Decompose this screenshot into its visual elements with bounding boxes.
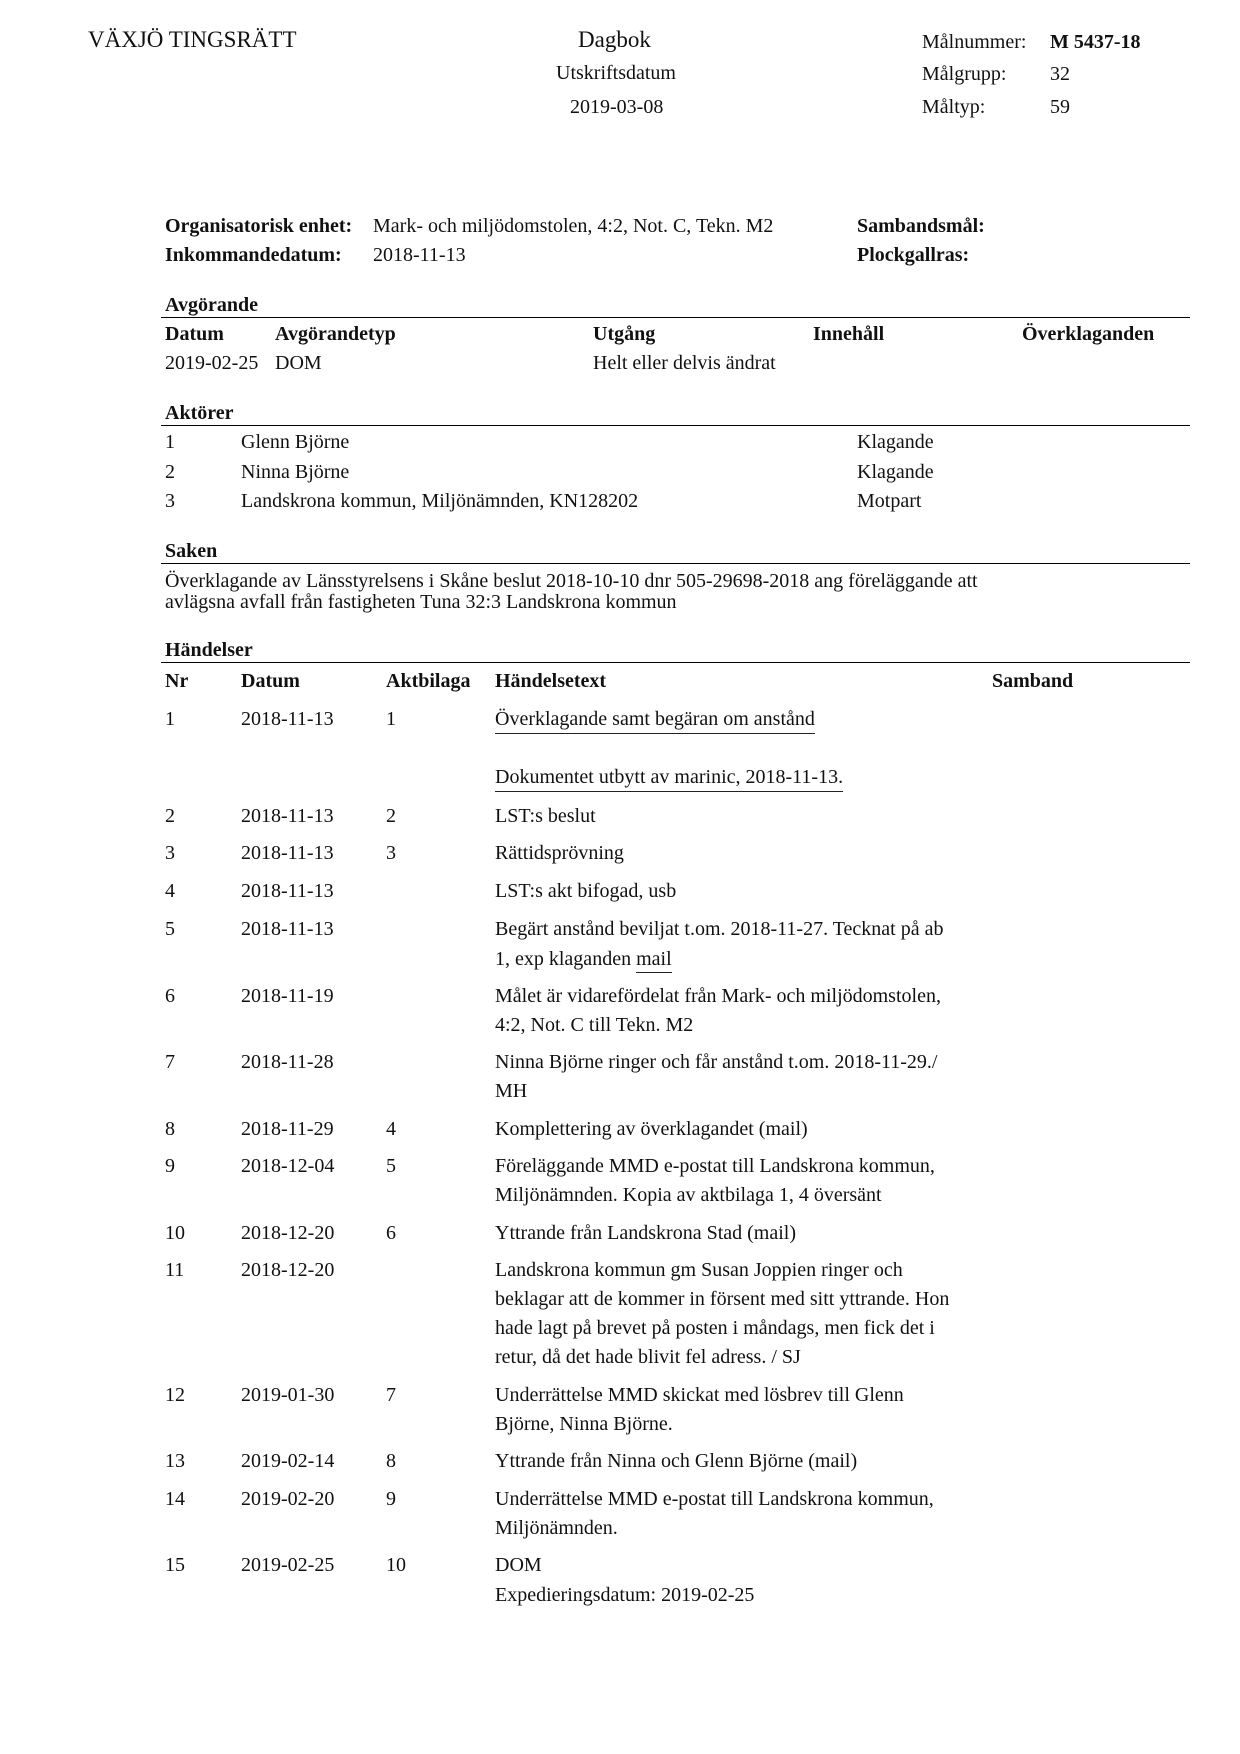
event-text: Underrättelse MMD skickat med lösbrev till Glenn [495, 1384, 904, 1406]
event-text: Målet är vidarefördelat från Mark- och miljödomstolen, [495, 985, 941, 1007]
event-text: Komplettering av överklagandet (mail) [495, 1118, 808, 1140]
matter-heading: Saken [165, 540, 218, 562]
actor-role: Klagande [857, 431, 934, 453]
event-date: 2018-12-20 [241, 1259, 335, 1281]
event-nr: 11 [165, 1259, 185, 1281]
decision-outcome: Helt eller delvis ändrat [593, 352, 776, 374]
decision-col-date: Datum [165, 323, 224, 345]
document-title: Dagbok [578, 27, 651, 52]
event-nr: 6 [165, 985, 175, 1007]
event-date: 2018-11-19 [241, 985, 334, 1007]
event-date: 2018-11-13 [241, 842, 334, 864]
event-attachment: 9 [386, 1488, 396, 1510]
event-text: Yttrande från Landskrona Stad (mail) [495, 1222, 797, 1244]
events-heading: Händelser [165, 639, 253, 661]
event-nr: 5 [165, 918, 175, 940]
case-group-label: Målgrupp: [922, 63, 1007, 85]
event-attachment: 2 [386, 805, 396, 827]
actors-divider [161, 425, 1190, 426]
case-type-label: Måltyp: [922, 96, 986, 118]
event-text: Landskrona kommun gm Susan Joppien ringer och [495, 1259, 903, 1281]
event-nr: 4 [165, 880, 175, 902]
event-attachment: 5 [386, 1155, 396, 1177]
actors-heading: Aktörer [165, 402, 234, 424]
event-date: 2018-11-13 [241, 805, 334, 827]
actor-name: Ninna Björne [241, 461, 350, 483]
event-nr: 12 [165, 1384, 185, 1406]
matter-text-line: Överklagande av Länsstyrelsens i Skåne beslut 2018-10-10 dnr 505-29698-2018 ang föreläggande att [165, 570, 978, 592]
events-col-related: Samband [992, 670, 1074, 692]
event-text: retur, då det hade blivit fel adress. / SJ [495, 1346, 801, 1368]
event-date: 2019-02-14 [241, 1450, 335, 1472]
decision-col-outcome: Utgång [593, 323, 656, 345]
event-text: Miljönämnden. Kopia av aktbilaga 1, 4 översänt [495, 1184, 882, 1206]
event-attachment: 6 [386, 1222, 396, 1244]
incoming-date-label: Inkommandedatum: [165, 244, 342, 266]
events-divider [161, 662, 1190, 663]
decision-col-appeals: Överklaganden [1022, 323, 1155, 345]
event-text: Föreläggande MMD e-postat till Landskrona kommun, [495, 1155, 935, 1177]
event-text-part: 1, exp klaganden [495, 948, 637, 970]
event-date: 2018-11-13 [241, 880, 334, 902]
actor-nr: 2 [165, 461, 175, 483]
incoming-date-value: 2018-11-13 [373, 244, 466, 266]
event-text: Yttrande från Ninna och Glenn Björne (mail) [495, 1450, 858, 1472]
event-text: Begärt anstånd beviljat t.om. 2018-11-27. Tecknat på ab [495, 918, 944, 940]
event-attachment: 1 [386, 708, 396, 730]
court-name: VÄXJÖ TINGSRÄTT [88, 27, 297, 52]
event-text: DOM [495, 1554, 542, 1576]
actor-role: Motpart [857, 490, 922, 512]
case-number: M 5437-18 [1050, 31, 1141, 53]
print-date: 2019-03-08 [570, 96, 664, 118]
event-nr: 8 [165, 1118, 175, 1140]
case-number-label: Målnummer: [922, 31, 1027, 53]
event-attachment: 7 [386, 1384, 396, 1406]
event-nr: 3 [165, 842, 175, 864]
event-attachment: 10 [386, 1554, 406, 1576]
decision-col-content: Innehåll [813, 323, 885, 345]
event-date: 2019-02-25 [241, 1554, 335, 1576]
weeding-label: Plockgallras: [857, 244, 970, 266]
decision-date: 2019-02-25 [165, 352, 259, 374]
matter-divider [161, 563, 1190, 564]
event-text [495, 948, 672, 971]
event-text: LST:s beslut [495, 805, 596, 827]
event-text: Expedieringsdatum: 2019-02-25 [495, 1584, 755, 1606]
org-unit-label: Organisatorisk enhet: [165, 215, 353, 237]
event-text: 4:2, Not. C till Tekn. M2 [495, 1014, 694, 1036]
events-col-date: Datum [241, 670, 300, 692]
actor-role: Klagande [857, 461, 934, 483]
event-nr: 2 [165, 805, 175, 827]
event-date: 2019-01-30 [241, 1384, 335, 1406]
mail-link[interactable]: mail [636, 948, 672, 973]
event-text: Rättidsprövning [495, 842, 624, 864]
event-date: 2018-12-20 [241, 1222, 335, 1244]
event-attachment: 8 [386, 1450, 396, 1472]
event-date: 2018-11-29 [241, 1118, 334, 1140]
event-text: beklagar att de kommer in försent med sitt yttrande. Hon [495, 1288, 950, 1310]
org-unit-value: Mark- och miljödomstolen, 4:2, Not. C, Tekn. M2 [373, 215, 774, 237]
events-col-nr: Nr [165, 670, 189, 692]
event-text-link[interactable]: Överklagande samt begäran om anstånd [495, 708, 815, 734]
event-text: MH [495, 1080, 528, 1102]
actor-name: Landskrona kommun, Miljönämnden, KN128202 [241, 490, 639, 512]
event-attachment: 3 [386, 842, 396, 864]
decision-heading: Avgörande [165, 294, 258, 316]
event-nr: 10 [165, 1222, 185, 1244]
case-type: 59 [1050, 96, 1070, 118]
event-date: 2018-11-28 [241, 1051, 334, 1073]
decision-divider [161, 317, 1190, 318]
print-date-label: Utskriftsdatum [556, 62, 676, 84]
actor-nr: 3 [165, 490, 175, 512]
event-text: Ninna Björne ringer och får anstånd t.om. 2018-11-29./ [495, 1051, 938, 1073]
event-nr: 13 [165, 1450, 185, 1472]
event-date: 2018-11-13 [241, 918, 334, 940]
events-col-text: Händelsetext [495, 670, 607, 692]
actor-nr: 1 [165, 431, 175, 453]
decision-col-type: Avgörandetyp [275, 323, 396, 345]
event-nr: 7 [165, 1051, 175, 1073]
events-col-attachment: Aktbilaga [386, 670, 471, 692]
event-attachment: 4 [386, 1118, 396, 1140]
event-text: LST:s akt bifogad, usb [495, 880, 677, 902]
event-text: Miljönämnden. [495, 1517, 618, 1539]
event-date: 2019-02-20 [241, 1488, 335, 1510]
event-text: Underrättelse MMD e-postat till Landskrona kommun, [495, 1488, 934, 1510]
event-date: 2018-11-13 [241, 708, 334, 730]
event-nr: 15 [165, 1554, 185, 1576]
event-nr: 14 [165, 1488, 185, 1510]
related-case-label: Sambandsmål: [857, 215, 985, 237]
matter-text-line: avlägsna avfall från fastigheten Tuna 32:3 Landskrona kommun [165, 591, 677, 613]
event-text: hade lagt på brevet på posten i måndags, men fick det i [495, 1317, 935, 1339]
event-text: Björne, Ninna Björne. [495, 1413, 673, 1435]
event-date: 2018-12-04 [241, 1155, 335, 1177]
actor-name: Glenn Björne [241, 431, 350, 453]
case-group: 32 [1050, 63, 1070, 85]
event-nr: 1 [165, 708, 175, 730]
decision-type: DOM [275, 352, 322, 374]
event-nr: 9 [165, 1155, 175, 1177]
event-text-link[interactable]: Dokumentet utbytt av marinic, 2018-11-13. [495, 766, 843, 792]
